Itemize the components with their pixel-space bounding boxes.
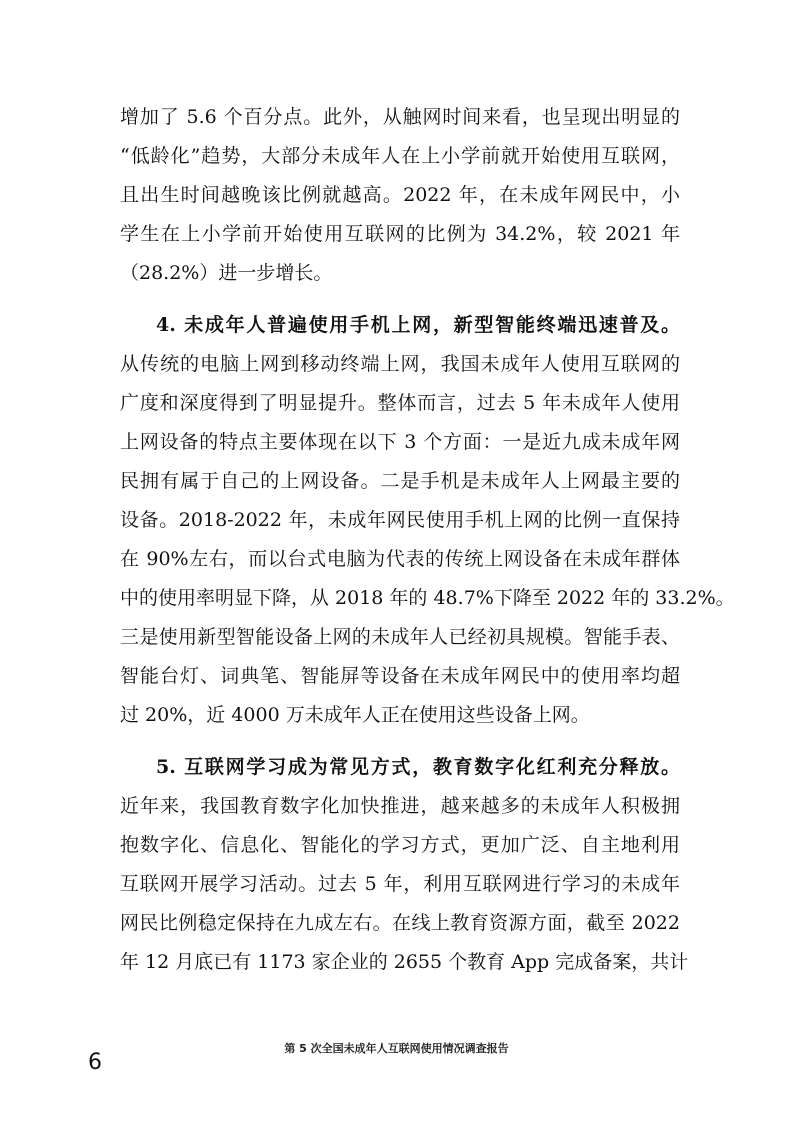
- paragraph-line: 且出生时间越晚该比例就越高。2022 年，在未成年网民中，小: [120, 184, 680, 206]
- paragraph-line: 在 90%左右，而以台式电脑为代表的传统上网设备在未成年群体: [120, 548, 680, 570]
- paragraph-line: 增加了 5.6 个百分点。此外，从触网时间来看，也呈现出明显的: [120, 106, 680, 128]
- section-heading: 4. 未成年人普遍使用手机上网，新型智能终端迅速普及。: [156, 314, 680, 336]
- paragraph-line: 民拥有属于自己的上网设备。二是手机是未成年人上网最主要的: [120, 470, 680, 492]
- paragraph-line: 抱数字化、信息化、智能化的学习方式，更加广泛、自主地利用: [120, 834, 680, 856]
- paragraph-line: 上网设备的特点主要体现在以下 3 个方面：一是近九成未成年网: [120, 431, 680, 453]
- paragraph-line: 年 12 月底已有 1173 家企业的 2655 个教育 App 完成备案，共计: [120, 951, 689, 973]
- paragraph-line: 设备。2018-2022 年，未成年网民使用手机上网的比例一直保持: [120, 509, 680, 531]
- paragraph-line: 过 20%，近 4000 万未成年人正在使用这些设备上网。: [120, 704, 590, 726]
- paragraph-line: 互联网开展学习活动。过去 5 年，利用互联网进行学习的未成年: [120, 873, 680, 895]
- page-number: 6: [88, 1050, 102, 1075]
- footer-report-title: 第 5 次全国未成年人互联网使用情况调查报告: [284, 1042, 509, 1055]
- paragraph-line: 网民比例稳定保持在九成左右。在线上教育资源方面，截至 2022: [120, 912, 680, 934]
- paragraph-line: 从传统的电脑上网到移动终端上网，我国未成年人使用互联网的: [120, 353, 680, 375]
- paragraph-line: 三是使用新型智能设备上网的未成年人已经初具规模。智能手表、: [120, 626, 680, 648]
- paragraph-line: （28.2%）进一步增长。: [120, 262, 333, 284]
- paragraph-line: 近年来，我国教育数字化加快推进，越来越多的未成年人积极拥: [120, 795, 680, 817]
- paragraph-line: 智能台灯、词典笔、智能屏等设备在未成年网民中的使用率均超: [120, 665, 680, 687]
- paragraph-line: 学生在上小学前开始使用互联网的比例为 34.2%，较 2021 年: [120, 223, 680, 245]
- paragraph-line: 中的使用率明显下降，从 2018 年的 48.7%下降至 2022 年的 33.2%。: [120, 587, 735, 609]
- paragraph-line: “低龄化”趋势，大部分未成年人在上小学前就开始使用互联网，: [120, 145, 680, 167]
- paragraph-line: 广度和深度得到了明显提升。整体而言，过去 5 年未成年人使用: [120, 392, 680, 414]
- section-heading: 5. 互联网学习成为常见方式，教育数字化红利充分释放。: [156, 756, 680, 778]
